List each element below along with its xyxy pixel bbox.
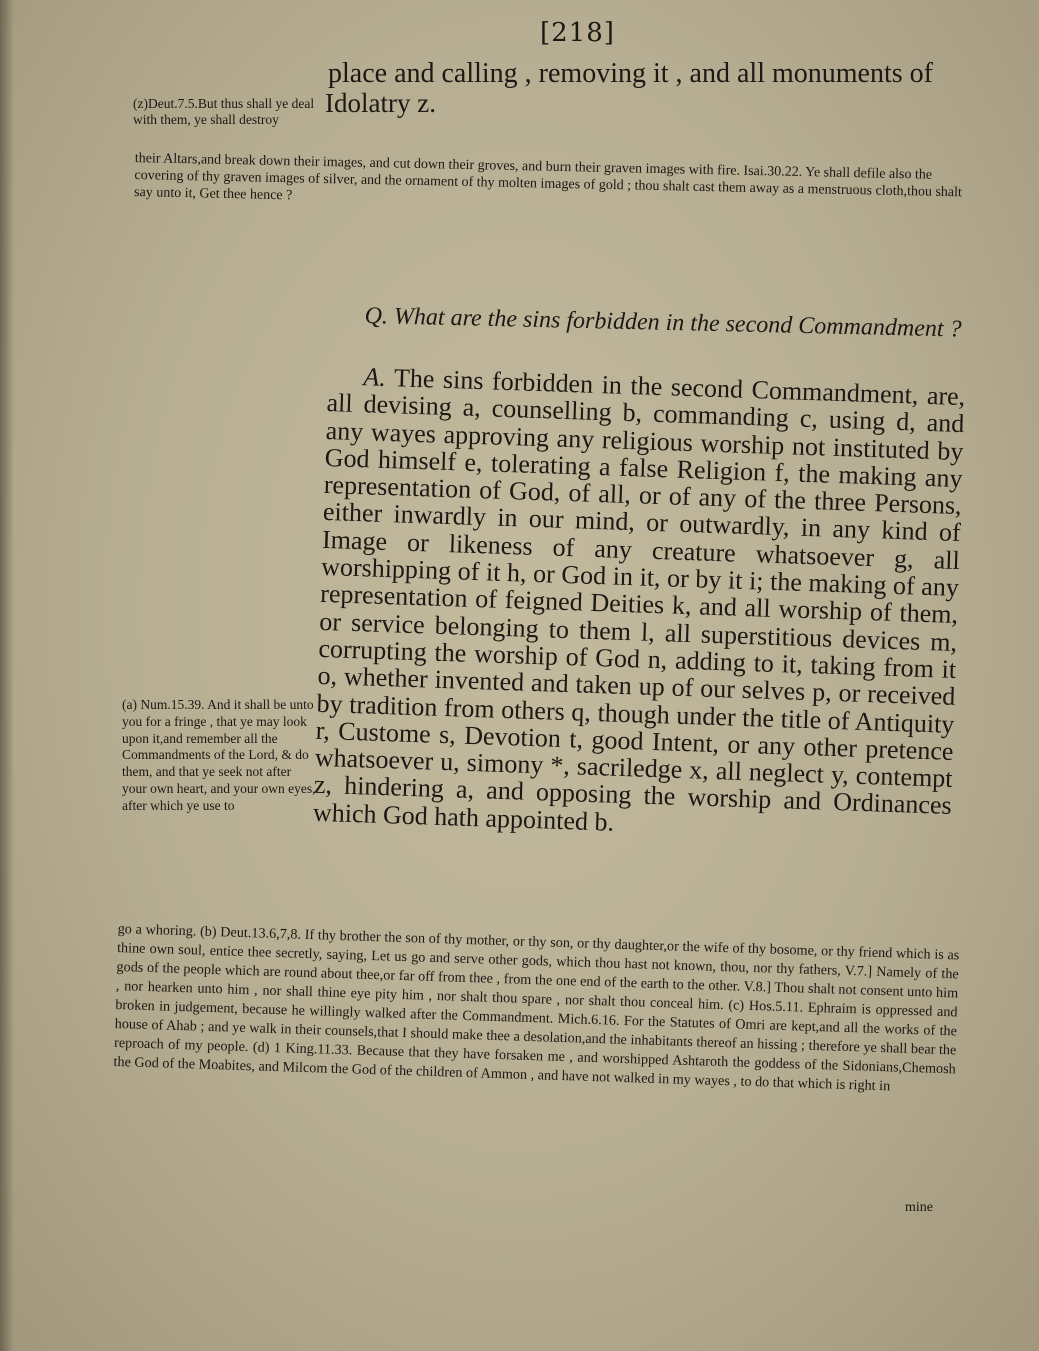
answer-label: A. <box>363 362 387 392</box>
margin-note-z: (z)Deut.7.5.But thus shall ye deal with them, ye shall destroy <box>133 96 315 127</box>
margin-note-a: (a) Num.15.39. And it shall be unto you for a fringe , that ye may look upon it,and remember all the Commandments of the Lord, & do them, and that ye seek not after your own heart, and your own eyes, after which ye use to <box>122 697 316 813</box>
catechism-answer <box>313 362 966 847</box>
footnote-z-continuation: their Altars,and break down their images, and cut down their groves, and burn their graven images with fire. Isai.30.22. Ye shall defile also the covering of thy graven images of silver, and the ornament of thy molten images of gold ; thou shalt cast them away as a menstruous cloth,thou shalt say unto it, Get thee hence ? <box>133 150 963 204</box>
idolatry-line: Idolatry z. <box>325 88 436 118</box>
catchword: mine <box>905 1200 933 1215</box>
catechism-question: Q. What are the sins forbidden in the second Commandment ? <box>364 302 962 343</box>
running-text-line: place and calling , removing it , and all monuments of <box>328 58 933 89</box>
footnotes-block: go a whoring. (b) Deut.13.6,7,8. If thy brother the son of thy mother, or thy son, or thy daughter,or the wife of thy bosome, or thy friend which is as thine own soul, entice thee secretly, saying, Let us go and serve other gods, which thou hast not known, thou, nor thy fathers, V.7.] Namely of the gods of the people which are round about thee,or far off from thee , from the one end of the earth to the other. V.8.] Thou shalt not consent unto him , nor hearken unto him , nor shall thine eye pity him , nor shalt thou spare , nor shalt thou conceal him. (c) Hos.5.11. Ephraim is oppressed and broken in judgement, because he willingly walked after the Commandment. Mich.6.16. For the Statutes of Omri are kept,and all the works of the house of Ahab ; and ye walk in their counsels,that I should make thee a desolation,and the inhabitants thereof an hissing ; therefore ye shall bear the reproach of my people. (d) 1 King.11.33. Because that they have forsaken me , and worshipped Ashtaroth the goddess of the Sidonians,Chemosh the God of the Moabites, and Milcom the God of the children of Ammon , and have not walked in my wayes , to do that which is right in <box>113 920 960 1095</box>
answer-text: The sins forbidden in the second Commandment, are, all devising a, counselling b, commanding c, using d, and any wayes approving any religious worship not instituted by God himself e, tolerating a false Religion f, the making any representation of God, of all, or of any of the three Persons, either inwardly in our mind, or outwardly, in any kind of Image or likeness of any creature whatsoever g, all worshipping of it h, or God in it, or by it i; the making of any representation of feigned Deities k, and all worship of them, or service belonging to them l, all superstitious devices m, corrupting the worship of God n, adding to it, taking from it o, whether invented and taken up of our selves p, or received by tradition from others q, though under the title of Antiquity r, Custome s, Devotion t, good Intent, or any other pretence whatsoever u, simony *, sacriledge x, all neglect y, contempt z, hindering a, and opposing the worship and Ordinances which God hath appointed b. <box>312 363 966 837</box>
page-number: [218] <box>540 18 615 48</box>
